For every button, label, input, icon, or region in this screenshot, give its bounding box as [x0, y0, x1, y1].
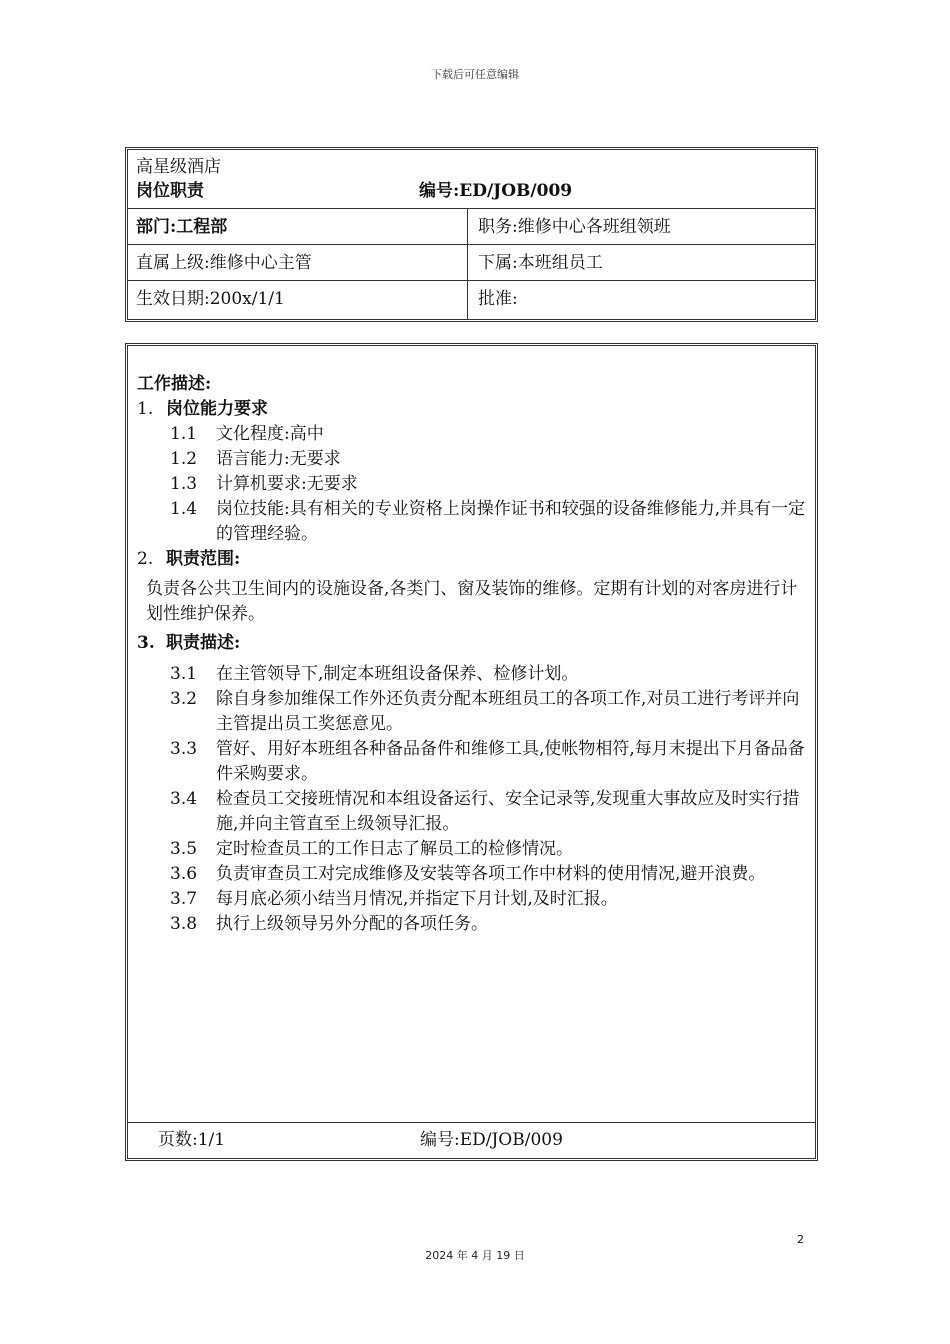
effective-date-cell: 生效日期:200x/1/1: [128, 281, 468, 319]
item-number: 1.1: [170, 424, 198, 444]
date-line: 2024 年 4 月 19 日: [425, 1249, 525, 1262]
superior-cell: 直属上级:维修中心主管: [128, 245, 468, 280]
item-number: 3.2: [170, 689, 198, 709]
section-label: 岗位能力要求: [166, 399, 268, 419]
item-number: 3.3: [170, 739, 198, 759]
list-item: [170, 837, 809, 862]
item-text: 执行上级领导另外分配的各项任务。: [216, 914, 488, 934]
item-text: 文化程度:高中: [216, 424, 324, 444]
list-item: [170, 447, 809, 472]
list-item: [170, 687, 809, 737]
list-item: [170, 887, 809, 912]
item-number: 1.2: [170, 449, 198, 469]
department-cell: 部门:工程部: [128, 209, 468, 244]
section-label: 职责范围:: [166, 549, 241, 569]
header-title-row: [128, 150, 815, 209]
top-note: 下载后可任意编辑: [431, 68, 519, 81]
item-text: 岗位技能:具有相关的专业资格上岗操作证书和较强的设备维修能力,并具有一定的管理经验。: [216, 499, 806, 544]
list-item: [170, 912, 809, 937]
page-count: 页数:1/1: [158, 1130, 226, 1150]
list-item: [170, 497, 809, 547]
section-label: 职责描述:: [166, 633, 241, 653]
item-number: 3.6: [170, 864, 198, 884]
page-number: 2: [797, 1233, 804, 1246]
position-cell: 职务:维修中心各班组领班: [478, 217, 671, 237]
job-title: 岗位职责: [136, 181, 204, 201]
item-number: 3.4: [170, 789, 198, 809]
item-text: 语言能力:无要求: [216, 449, 341, 469]
item-number: 1.4: [170, 499, 198, 519]
item-number: 3.8: [170, 914, 198, 934]
item-number: 3.5: [170, 839, 198, 859]
item-text: 检查员工交接班情况和本组设备运行、安全记录等,发现重大事故应及时实行措施,并向主管直至上级领导汇报。: [216, 789, 800, 834]
section-heading: 工作描述:: [137, 374, 212, 394]
header-row-superior: [128, 245, 815, 281]
item-text: 在主管领导下,制定本班组设备保养、检修计划。: [216, 664, 579, 684]
item-text: 管好、用好本班组各种备品备件和维修工具,使帐物相符,每月末提出下月备品备件采购要求。: [216, 739, 805, 784]
section-3-heading: [137, 631, 809, 656]
section-number: 3.: [137, 633, 155, 653]
section-number: 1.: [137, 399, 154, 419]
item-text: 负责审查员工对完成维修及安装等各项工作中材料的使用情况,避开浪费。: [216, 864, 766, 884]
footer-doc-code: 编号:ED/JOB/009: [420, 1130, 563, 1150]
item-text: 除自身参加维保工作外还负责分配本班组员工的各项工作,对员工进行考评并向主管提出员工奖惩意见。: [216, 689, 800, 734]
list-item: [170, 662, 809, 687]
item-text: 每月底必须小结当月情况,并指定下月计划,及时汇报。: [216, 889, 618, 909]
list-item: [170, 737, 809, 787]
list-item: [170, 787, 809, 837]
list-item: [170, 862, 809, 887]
list-item: [170, 472, 809, 497]
box-footer: [128, 1122, 815, 1159]
section-number: 2.: [137, 549, 154, 569]
approval-cell: 批准:: [478, 289, 518, 309]
section-2-heading: [137, 547, 809, 572]
item-text: 定时检查员工的工作日志了解员工的检修情况。: [216, 839, 573, 859]
header-row-department: [128, 209, 815, 245]
item-number: 1.3: [170, 474, 198, 494]
header-table: [125, 147, 818, 322]
doc-code: 编号:ED/JOB/009: [419, 181, 573, 201]
job-description-content: [137, 372, 809, 937]
section-2-paragraph: 负责各公共卫生间内的设施设备,各类门、窗及装饰的维修。定期有计划的对客房进行计划性维护保养。: [146, 579, 798, 624]
subordinate-cell: 下属:本班组员工: [478, 253, 603, 273]
item-number: 3.1: [170, 664, 198, 684]
item-number: 3.7: [170, 889, 198, 909]
job-description-box: [125, 343, 818, 1161]
item-text: 计算机要求:无要求: [216, 474, 358, 494]
list-item: [170, 422, 809, 447]
section-1-heading: [137, 397, 809, 422]
header-row-date: [128, 281, 815, 319]
company-name: 高星级酒店: [136, 157, 221, 177]
